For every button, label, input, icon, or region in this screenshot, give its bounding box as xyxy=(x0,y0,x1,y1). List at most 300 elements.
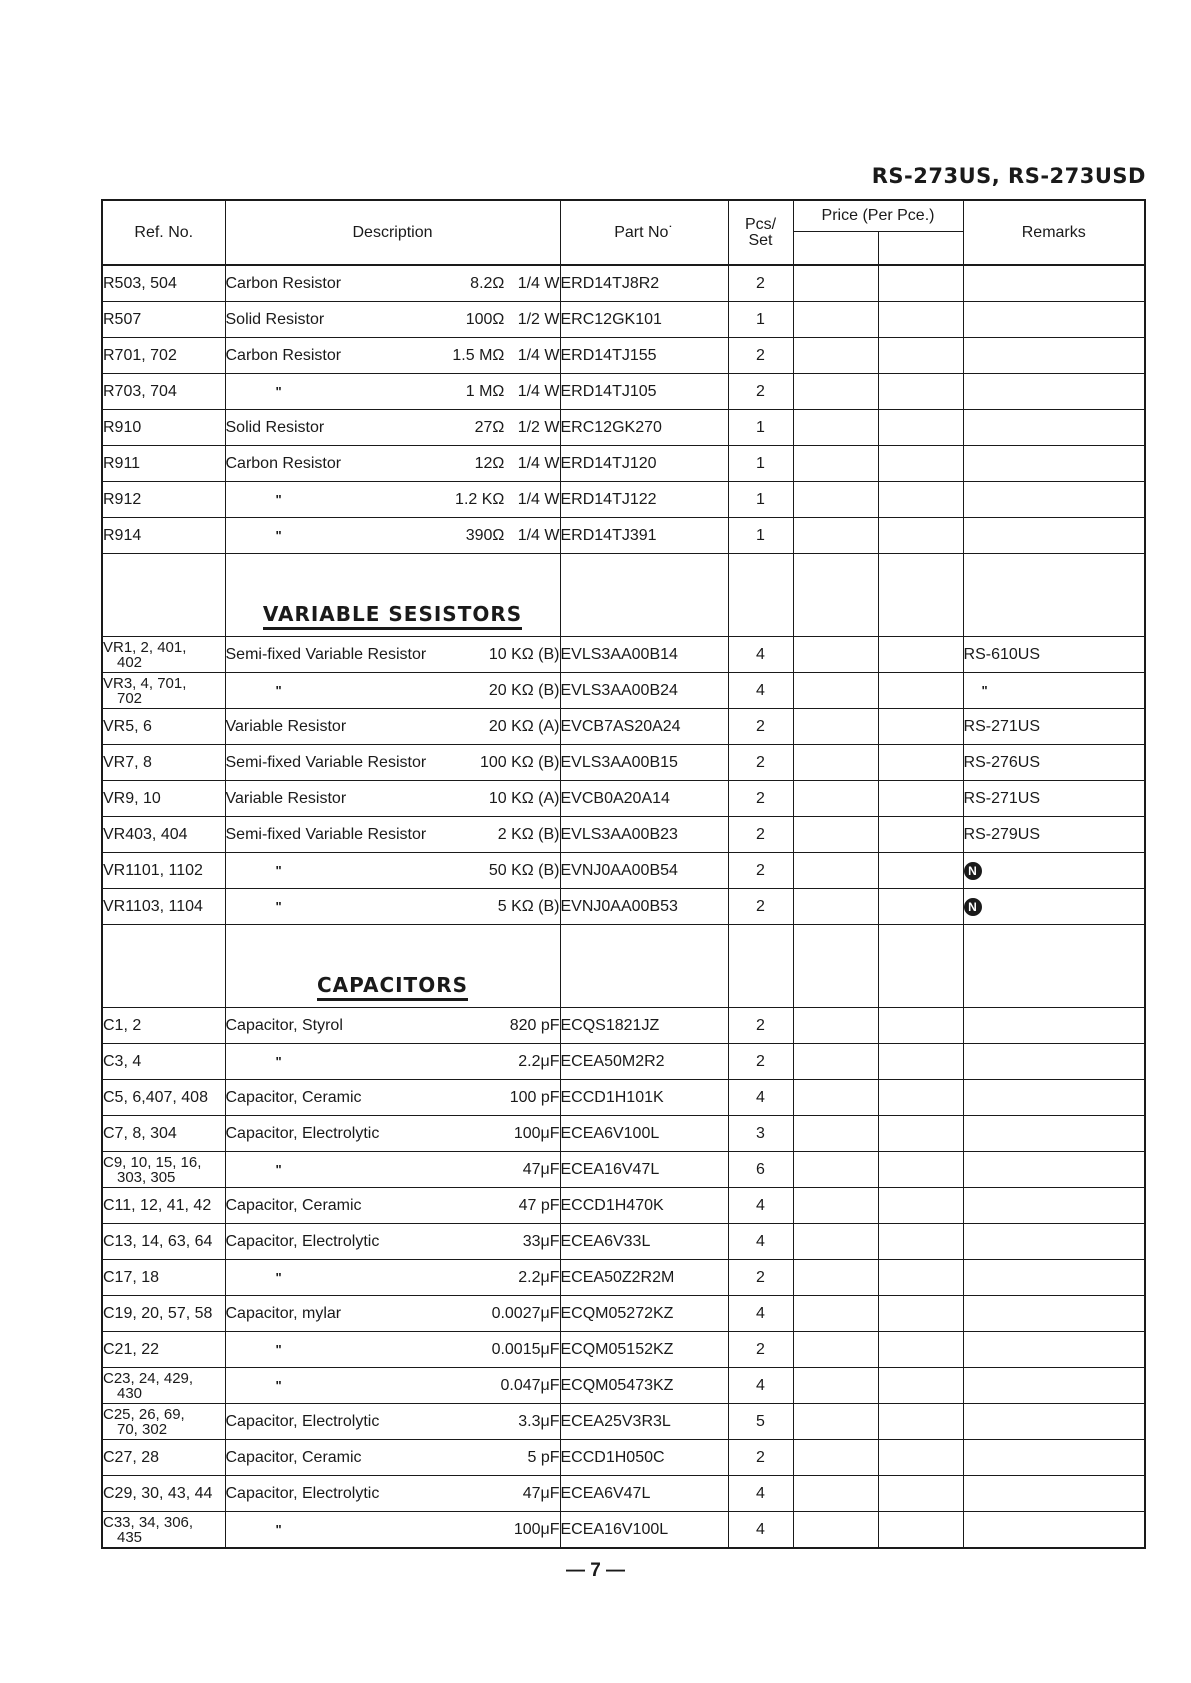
description-name: Semi-fixed Variable Resistor xyxy=(225,753,427,771)
description-value: 50 KΩ (B) xyxy=(488,861,560,879)
price-cell xyxy=(878,745,963,781)
description-value: 12Ω 1/4 W xyxy=(474,454,560,472)
pcs-per-set: 1 xyxy=(728,518,793,554)
part-no: ERD14TJ122 xyxy=(560,482,728,518)
part-no: ECCD1H101K xyxy=(560,1080,728,1116)
price-cell xyxy=(793,745,878,781)
price-cell xyxy=(793,1368,878,1404)
ref-no xyxy=(102,1368,225,1404)
ref-line: C33, 34, 306, xyxy=(103,1513,194,1531)
table-row xyxy=(102,1440,1145,1476)
table-row xyxy=(102,446,1145,482)
description-name: Capacitor, Ceramic xyxy=(225,1448,362,1466)
description-value: 100Ω 1/2 W xyxy=(465,310,560,328)
description-name: Solid Resistor xyxy=(225,418,325,436)
section-row xyxy=(102,925,1145,1008)
description-name: " xyxy=(275,1342,281,1357)
description-value: 1.5 MΩ 1/4 W xyxy=(452,346,560,364)
ref-line: C1, 2 xyxy=(103,1016,142,1034)
description-value: 10 KΩ (B) xyxy=(488,645,560,663)
ref-no xyxy=(102,410,225,446)
price-cell xyxy=(793,1044,878,1080)
pcs-per-set: 4 xyxy=(728,1368,793,1404)
part-no: EVLS3AA00B23 xyxy=(560,817,728,853)
part-no: EVLS3AA00B15 xyxy=(560,745,728,781)
price-cell xyxy=(878,853,963,889)
description-name: Variable Resistor xyxy=(225,789,347,807)
description xyxy=(225,518,560,554)
price-cell xyxy=(793,338,878,374)
pcs-per-set: 1 xyxy=(728,446,793,482)
ref-no xyxy=(102,817,225,853)
part-no: ECQS1821JZ xyxy=(560,1008,728,1044)
pcs-per-set: 4 xyxy=(728,637,793,673)
ref-no xyxy=(102,1044,225,1080)
price-cell xyxy=(793,709,878,745)
description xyxy=(225,265,560,302)
description xyxy=(225,781,560,817)
remarks-text: RS-271US xyxy=(963,717,1040,735)
ref-no xyxy=(102,1332,225,1368)
pcs-per-set: 2 xyxy=(728,1260,793,1296)
ref-no xyxy=(102,1116,225,1152)
description-name: " xyxy=(275,1162,281,1177)
section-title: VARIABLE SESISTORS xyxy=(263,602,522,630)
part-no: EVCB0A20A14 xyxy=(560,781,728,817)
price-cell xyxy=(878,1188,963,1224)
pcs-per-set: 1 xyxy=(728,410,793,446)
price-cell xyxy=(878,446,963,482)
remarks xyxy=(963,302,1145,338)
ref-no xyxy=(102,1188,225,1224)
remarks xyxy=(963,338,1145,374)
description-value: 100 pF xyxy=(509,1088,560,1106)
table-row xyxy=(102,889,1145,925)
ref-no xyxy=(102,709,225,745)
remarks xyxy=(963,1188,1145,1224)
part-no: ECCD1H470K xyxy=(560,1188,728,1224)
ref-no xyxy=(102,853,225,889)
table-row xyxy=(102,1296,1145,1332)
price-cell xyxy=(878,709,963,745)
price-cell xyxy=(878,1476,963,1512)
pcs-per-set: 4 xyxy=(728,1476,793,1512)
price-cell xyxy=(793,673,878,709)
part-no: ECEA50Z2R2M xyxy=(560,1260,728,1296)
description-name: Capacitor, Electrolytic xyxy=(225,1412,380,1430)
part-no: ECCD1H050C xyxy=(560,1440,728,1476)
price-cell xyxy=(793,410,878,446)
ref-line: VR3, 4, 701, xyxy=(103,674,187,692)
description xyxy=(225,853,560,889)
description-value: 390Ω 1/4 W xyxy=(465,526,560,544)
remarks xyxy=(963,745,1145,781)
description-value: 47μF xyxy=(522,1484,560,1502)
price-cell xyxy=(793,1440,878,1476)
ref-line: R911 xyxy=(103,454,141,472)
pcs-per-set: 6 xyxy=(728,1152,793,1188)
pcs-per-set: 2 xyxy=(728,1332,793,1368)
table-row xyxy=(102,1116,1145,1152)
price-cell xyxy=(793,1008,878,1044)
table-row xyxy=(102,1476,1145,1512)
ref-line: C3, 4 xyxy=(103,1052,142,1070)
table-row xyxy=(102,637,1145,673)
remarks xyxy=(963,1476,1145,1512)
ref-no xyxy=(102,1476,225,1512)
description-name: Semi-fixed Variable Resistor xyxy=(225,825,427,843)
description xyxy=(225,1188,560,1224)
description xyxy=(225,1404,560,1440)
part-no: EVLS3AA00B14 xyxy=(560,637,728,673)
ref-line-2: 702 xyxy=(117,689,143,707)
col-part-header: Part No˙ xyxy=(560,200,728,265)
section-empty-cell xyxy=(793,925,878,1008)
ref-line: C9, 10, 15, 16, xyxy=(103,1153,202,1171)
table-row xyxy=(102,410,1145,446)
description-value: 1.2 KΩ 1/4 W xyxy=(455,490,560,508)
remarks xyxy=(963,1152,1145,1188)
ref-line: R914 xyxy=(103,526,142,544)
price-cell xyxy=(878,265,963,302)
table-row xyxy=(102,302,1145,338)
ref-no xyxy=(102,1440,225,1476)
pcs-per-set: 1 xyxy=(728,482,793,518)
description-value: 2.2μF xyxy=(518,1268,560,1286)
part-no: ECQM05473KZ xyxy=(560,1368,728,1404)
description-name: " xyxy=(275,1054,281,1069)
price-cell xyxy=(793,1080,878,1116)
table-row xyxy=(102,817,1145,853)
description-name: " xyxy=(275,528,281,543)
pcs-per-set: 2 xyxy=(728,265,793,302)
table-row xyxy=(102,1368,1145,1404)
price-cell xyxy=(878,1332,963,1368)
remarks-ditto: " xyxy=(981,682,988,698)
pcs-per-set: 2 xyxy=(728,709,793,745)
price-cell xyxy=(878,302,963,338)
part-no: ERC12GK270 xyxy=(560,410,728,446)
description-value: 100μF xyxy=(513,1520,560,1538)
price-cell xyxy=(793,265,878,302)
part-no: EVNJ0AA00B53 xyxy=(560,889,728,925)
description xyxy=(225,889,560,925)
ref-line: VR403, 404 xyxy=(103,825,188,843)
remarks xyxy=(963,1116,1145,1152)
price-cell xyxy=(793,1476,878,1512)
description xyxy=(225,1224,560,1260)
part-no: ECQM05272KZ xyxy=(560,1296,728,1332)
price-cell xyxy=(793,1116,878,1152)
table-row xyxy=(102,338,1145,374)
table-row xyxy=(102,673,1145,709)
remarks xyxy=(963,1440,1145,1476)
description-name: Capacitor, Styrol xyxy=(225,1016,343,1034)
price-cell xyxy=(878,1152,963,1188)
description-value: 27Ω 1/2 W xyxy=(474,418,560,436)
pcs-per-set: 2 xyxy=(728,745,793,781)
part-no: EVCB7AS20A24 xyxy=(560,709,728,745)
description-name: " xyxy=(275,1522,281,1537)
price-cell xyxy=(793,1332,878,1368)
description-value: 100μF xyxy=(513,1124,560,1142)
price-cell xyxy=(793,781,878,817)
ref-no xyxy=(102,1260,225,1296)
part-no: ECEA6V47L xyxy=(560,1476,728,1512)
ref-line: C17, 18 xyxy=(103,1268,160,1286)
remarks-text: RS-276US xyxy=(963,753,1040,771)
section-empty-cell xyxy=(878,554,963,637)
price-cell xyxy=(878,781,963,817)
description-value: 1 MΩ 1/4 W xyxy=(465,382,560,400)
description-value: 0.0027μF xyxy=(491,1304,560,1322)
ref-no xyxy=(102,302,225,338)
section-title-cell xyxy=(225,554,560,637)
description-value: 100 KΩ (B) xyxy=(479,753,560,771)
table-row xyxy=(102,1404,1145,1440)
page-number: — 7 — xyxy=(565,1560,626,1581)
part-no: ECEA50M2R2 xyxy=(560,1044,728,1080)
ref-line: C5, 6,407, 408 xyxy=(103,1088,208,1106)
pcs-per-set: 2 xyxy=(728,1008,793,1044)
new-part-badge-icon: N xyxy=(964,862,982,880)
ref-no xyxy=(102,673,225,709)
ref-line: C29, 30, 43, 44 xyxy=(103,1484,213,1502)
part-no: EVLS3AA00B24 xyxy=(560,673,728,709)
price-cell xyxy=(878,889,963,925)
pcs-per-set: 4 xyxy=(728,1296,793,1332)
table-row xyxy=(102,853,1145,889)
price-cell xyxy=(878,338,963,374)
description-value: 10 KΩ (A) xyxy=(488,789,560,807)
description-name: " xyxy=(275,492,281,507)
description-name: " xyxy=(275,899,281,914)
col-description-header: Description xyxy=(225,200,560,265)
remarks xyxy=(963,637,1145,673)
description xyxy=(225,410,560,446)
description-name: Capacitor, Electrolytic xyxy=(225,1124,380,1142)
table-row xyxy=(102,1044,1145,1080)
description-name: " xyxy=(275,384,281,399)
price-cell xyxy=(878,1008,963,1044)
price-cell xyxy=(878,1224,963,1260)
part-no: ECEA25V3R3L xyxy=(560,1404,728,1440)
description xyxy=(225,302,560,338)
remarks xyxy=(963,518,1145,554)
ref-no xyxy=(102,1008,225,1044)
description-value: 20 KΩ (A) xyxy=(488,717,560,735)
col-remarks-header: Remarks xyxy=(963,200,1145,265)
pcs-per-set: 2 xyxy=(728,781,793,817)
description xyxy=(225,709,560,745)
description xyxy=(225,1116,560,1152)
ref-line: VR1103, 1104 xyxy=(103,897,203,915)
price-cell xyxy=(878,1296,963,1332)
description-name: Solid Resistor xyxy=(225,310,325,328)
description xyxy=(225,1296,560,1332)
col-pcs-header: Pcs/ Set xyxy=(728,200,793,265)
description xyxy=(225,1476,560,1512)
pcs-per-set: 2 xyxy=(728,374,793,410)
description-name: Capacitor, Electrolytic xyxy=(225,1484,380,1502)
ref-line-2: 430 xyxy=(117,1384,143,1402)
ref-line: C19, 20, 57, 58 xyxy=(103,1304,213,1322)
price-cell xyxy=(793,518,878,554)
ref-line: C23, 24, 429, xyxy=(103,1369,194,1387)
price-cell xyxy=(793,1224,878,1260)
table-row xyxy=(102,1152,1145,1188)
part-no: ERD14TJ120 xyxy=(560,446,728,482)
description xyxy=(225,817,560,853)
description xyxy=(225,446,560,482)
ref-no xyxy=(102,446,225,482)
section-empty-cell xyxy=(793,554,878,637)
pcs-per-set: 4 xyxy=(728,673,793,709)
ref-line: R507 xyxy=(103,310,142,328)
table-row xyxy=(102,1332,1145,1368)
section-empty-cell xyxy=(102,554,225,637)
price-cell xyxy=(878,817,963,853)
pcs-per-set: 2 xyxy=(728,1440,793,1476)
ref-no xyxy=(102,518,225,554)
description-name: " xyxy=(275,863,281,878)
ref-line-2: 402 xyxy=(117,653,143,671)
col-ref-header: Ref. No. xyxy=(102,200,225,265)
ref-no xyxy=(102,1152,225,1188)
price-cell xyxy=(793,637,878,673)
part-no: ECEA16V47L xyxy=(560,1152,728,1188)
table-row xyxy=(102,1512,1145,1549)
price-cell xyxy=(878,482,963,518)
pcs-per-set: 4 xyxy=(728,1188,793,1224)
price-cell xyxy=(793,302,878,338)
ref-no xyxy=(102,338,225,374)
ref-no xyxy=(102,637,225,673)
description xyxy=(225,1080,560,1116)
price-cell xyxy=(793,1152,878,1188)
ref-no xyxy=(102,1404,225,1440)
pcs-per-set: 4 xyxy=(728,1224,793,1260)
remarks xyxy=(963,1332,1145,1368)
price-cell xyxy=(878,1080,963,1116)
table-row xyxy=(102,1080,1145,1116)
section-empty-cell xyxy=(102,925,225,1008)
part-no: ECEA6V100L xyxy=(560,1116,728,1152)
price-cell xyxy=(793,1260,878,1296)
description-name: " xyxy=(275,1378,281,1393)
table-row xyxy=(102,1224,1145,1260)
pcs-per-set: 4 xyxy=(728,1512,793,1549)
section-empty-cell xyxy=(728,925,793,1008)
table-row xyxy=(102,1260,1145,1296)
description-value: 3.3μF xyxy=(518,1412,560,1430)
ref-line: C13, 14, 63, 64 xyxy=(103,1232,213,1250)
parts-table xyxy=(101,199,1146,1549)
description xyxy=(225,1044,560,1080)
pcs-per-set: 5 xyxy=(728,1404,793,1440)
remarks xyxy=(963,446,1145,482)
remarks xyxy=(963,1404,1145,1440)
description xyxy=(225,1152,560,1188)
section-empty-cell xyxy=(963,554,1145,637)
table-row xyxy=(102,1008,1145,1044)
section-title-cell xyxy=(225,925,560,1008)
part-no: ERD14TJ8R2 xyxy=(560,265,728,302)
part-no: ERD14TJ105 xyxy=(560,374,728,410)
remarks xyxy=(963,1224,1145,1260)
remarks xyxy=(963,1296,1145,1332)
pcs-per-set: 2 xyxy=(728,1044,793,1080)
price-cell xyxy=(878,637,963,673)
remarks xyxy=(963,1260,1145,1296)
ref-no xyxy=(102,1224,225,1260)
price-cell xyxy=(878,1368,963,1404)
description-name: " xyxy=(275,1270,281,1285)
price-cell xyxy=(793,446,878,482)
price-cell xyxy=(878,1440,963,1476)
table-row xyxy=(102,1188,1145,1224)
ref-line-2: 303, 305 xyxy=(117,1168,176,1186)
remarks xyxy=(963,1512,1145,1549)
price-cell xyxy=(793,1296,878,1332)
section-empty-cell xyxy=(560,925,728,1008)
pcs-per-set: 4 xyxy=(728,1080,793,1116)
part-no: ERD14TJ391 xyxy=(560,518,728,554)
table-row xyxy=(102,265,1145,302)
col-price-sub-1 xyxy=(793,232,878,266)
price-cell xyxy=(793,817,878,853)
description xyxy=(225,1368,560,1404)
col-price-sub-2 xyxy=(878,232,963,266)
pcs-per-set: 2 xyxy=(728,338,793,374)
remarks xyxy=(963,709,1145,745)
description xyxy=(225,482,560,518)
part-no: ERD14TJ155 xyxy=(560,338,728,374)
description-value: 2 KΩ (B) xyxy=(497,825,560,843)
description-value: 0.047μF xyxy=(500,1376,560,1394)
description xyxy=(225,1440,560,1476)
ref-line: C25, 26, 69, xyxy=(103,1405,185,1423)
description xyxy=(225,338,560,374)
part-no: ECQM05152KZ xyxy=(560,1332,728,1368)
section-title: CAPACITORS xyxy=(317,973,468,1001)
ref-line: VR1, 2, 401, xyxy=(103,638,187,656)
remarks-text: RS-271US xyxy=(963,789,1040,807)
description-value: 2.2μF xyxy=(518,1052,560,1070)
description-value: 5 pF xyxy=(527,1448,560,1466)
section-empty-cell xyxy=(878,925,963,1008)
description-value: 8.2Ω 1/4 W xyxy=(470,274,560,292)
ref-no xyxy=(102,745,225,781)
description-name: Variable Resistor xyxy=(225,717,347,735)
ref-no xyxy=(102,482,225,518)
part-no: ECEA6V33L xyxy=(560,1224,728,1260)
ref-line: VR9, 10 xyxy=(103,789,161,807)
ref-no xyxy=(102,889,225,925)
pcs-per-set: 2 xyxy=(728,853,793,889)
ref-line-2: 70, 302 xyxy=(117,1420,168,1438)
remarks xyxy=(963,1044,1145,1080)
remarks xyxy=(963,817,1145,853)
ref-line: VR5, 6 xyxy=(103,717,152,735)
price-cell xyxy=(793,482,878,518)
description-name: Capacitor, Electrolytic xyxy=(225,1232,380,1250)
ref-line: R703, 704 xyxy=(103,382,177,400)
remarks xyxy=(963,853,1145,889)
price-cell xyxy=(793,1188,878,1224)
price-cell xyxy=(878,1260,963,1296)
remarks-text: RS-279US xyxy=(963,825,1040,843)
